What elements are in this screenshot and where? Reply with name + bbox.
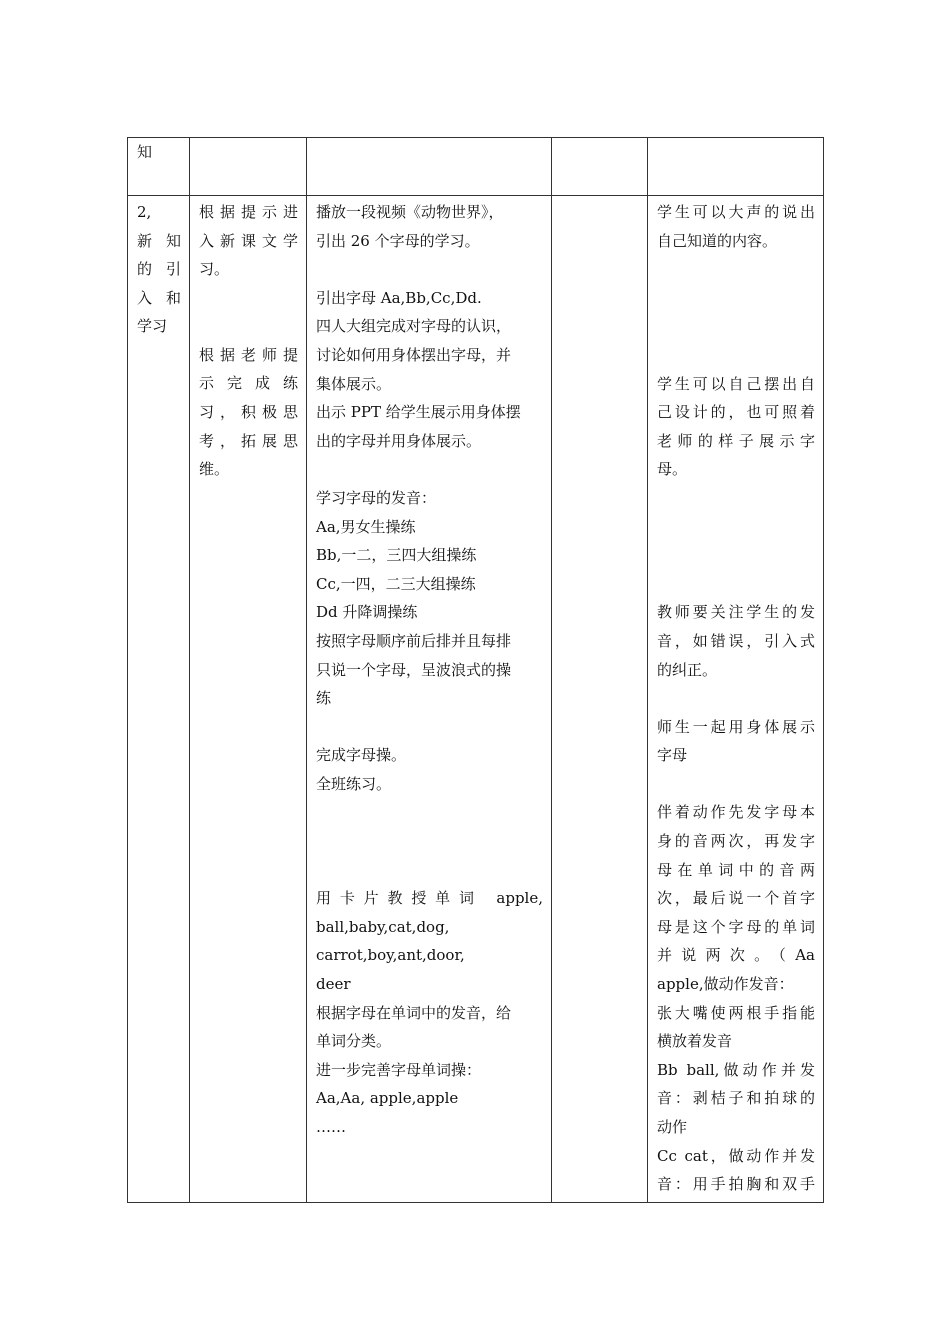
teacher-line: 播放一段视频《动物世界》，	[316, 203, 504, 221]
teacher-line: 引出 26 个字母的学习。	[316, 231, 480, 250]
note-line: 学生可以大声的说出	[657, 203, 815, 221]
note-line: 伴着动作先发字母本	[657, 803, 815, 822]
notes-cell	[648, 196, 824, 1203]
teacher-line: 完成字母操。	[316, 746, 407, 765]
teacher-activity-cell	[307, 196, 552, 1203]
note-line: 并说两次。（Aa	[657, 946, 815, 965]
teacher-line: 用卡片教授单词 apple,	[316, 889, 543, 908]
student-line: 示 完 成 练	[199, 374, 298, 393]
note-line: Cc cat，做动作并发	[657, 1146, 815, 1165]
note-line: 老师的样子展示字	[657, 431, 815, 450]
teacher-line: ……	[316, 1118, 346, 1136]
note-line: 字母	[657, 746, 688, 765]
table-row-new-knowledge	[128, 196, 824, 1203]
note-line: 师生一起用身体展示	[657, 717, 815, 736]
note-line: Bb ball,做动作并发	[657, 1060, 815, 1079]
teacher-line: carrot,boy,ant,door,	[316, 946, 465, 965]
table-row-previous	[128, 138, 824, 196]
teacher-line: 练	[316, 689, 332, 708]
teacher-line: 集体展示。	[316, 374, 392, 393]
note-line: 张大嘴使两根手指能	[657, 1003, 815, 1022]
notes-cell-prev	[648, 138, 824, 196]
teacher-cell-prev	[307, 138, 552, 196]
teacher-line: Cc,一四，二三大组操练	[316, 574, 476, 593]
teacher-line: 讨论如何用身体摆出字母，并	[316, 345, 512, 364]
student-line: 根据老师提	[199, 345, 298, 364]
teacher-line: 四人大组完成对字母的认识，	[316, 317, 512, 336]
note-line: 学生可以自己摆出自	[657, 374, 815, 393]
teacher-line: Aa,Aa, apple,apple	[316, 1089, 459, 1108]
teacher-line: deer	[316, 975, 351, 994]
note-line: 己设计的，也可照着	[657, 403, 815, 422]
teacher-line: Dd 升降调操练	[316, 603, 418, 622]
media-cell	[552, 196, 648, 1203]
teacher-line: 出的字母并用身体展示。	[316, 431, 482, 450]
teacher-line: 学习字母的发音：	[316, 488, 437, 507]
stage-line: 2,	[137, 203, 152, 221]
stage-line: 入 和	[137, 288, 181, 307]
lesson-plan-table	[127, 137, 824, 1203]
teacher-line: 引出字母 Aa,Bb,Cc,Dd.	[316, 288, 482, 307]
student-line: 维。	[199, 460, 230, 479]
teacher-line: Aa,男女生操练	[316, 517, 416, 536]
stage-line: 学习	[137, 317, 168, 336]
teacher-line: 进一步完善字母单词操：	[316, 1060, 482, 1079]
stage-line: 新 知	[137, 231, 181, 250]
note-line: 母。	[657, 460, 688, 479]
student-cell-prev	[190, 138, 307, 196]
note-line: 音：用手拍胸和双手	[657, 1175, 815, 1194]
note-line: 次，最后说一个首字	[657, 889, 815, 908]
note-line: 横放着发音	[657, 1032, 733, 1051]
student-line: 习。	[199, 260, 230, 279]
teacher-line: 出示 PPT 给学生展示用身体摆	[316, 403, 521, 422]
note-line: 音，如错误，引入式	[657, 631, 815, 650]
note-line: 身的音两次，再发字	[657, 832, 815, 851]
stage-label-prev: 知	[137, 143, 153, 161]
note-line: 音：剥桔子和拍球的	[657, 1089, 815, 1108]
student-line: 根据提示进	[199, 203, 298, 221]
student-line: 习，积极思	[199, 402, 298, 421]
teacher-line: 单词分类。	[316, 1032, 392, 1051]
teacher-line: 根据字母在单词中的发音，给	[316, 1003, 512, 1022]
teacher-line: 只说一个字母，呈波浪式的操	[316, 660, 512, 679]
note-line: 母是这个字母的单词	[657, 917, 815, 936]
student-line: 入新课文学	[199, 231, 298, 250]
stage-line: 的 引	[137, 260, 181, 279]
teacher-line: Bb,一二，三四大组操练	[316, 546, 477, 565]
teacher-line: ball,baby,cat,dog,	[316, 917, 450, 936]
stage-cell	[128, 196, 190, 1203]
media-cell-prev	[552, 138, 648, 196]
teacher-line: 全班练习。	[316, 774, 392, 793]
stage-cell-prev	[128, 138, 190, 196]
note-line: 动作	[657, 1118, 688, 1136]
note-line: 自己知道的内容。	[657, 231, 778, 250]
note-line: 母在单词中的音两	[657, 860, 815, 879]
student-line: 考，拓展思	[199, 431, 298, 450]
note-line: 教师要关注学生的发	[657, 603, 815, 622]
note-line: apple,做动作发音：	[657, 975, 794, 994]
teacher-line: 按照字母顺序前后排并且每排	[316, 631, 512, 650]
note-line: 的纠正。	[657, 660, 718, 679]
student-activity-cell	[190, 196, 307, 1203]
